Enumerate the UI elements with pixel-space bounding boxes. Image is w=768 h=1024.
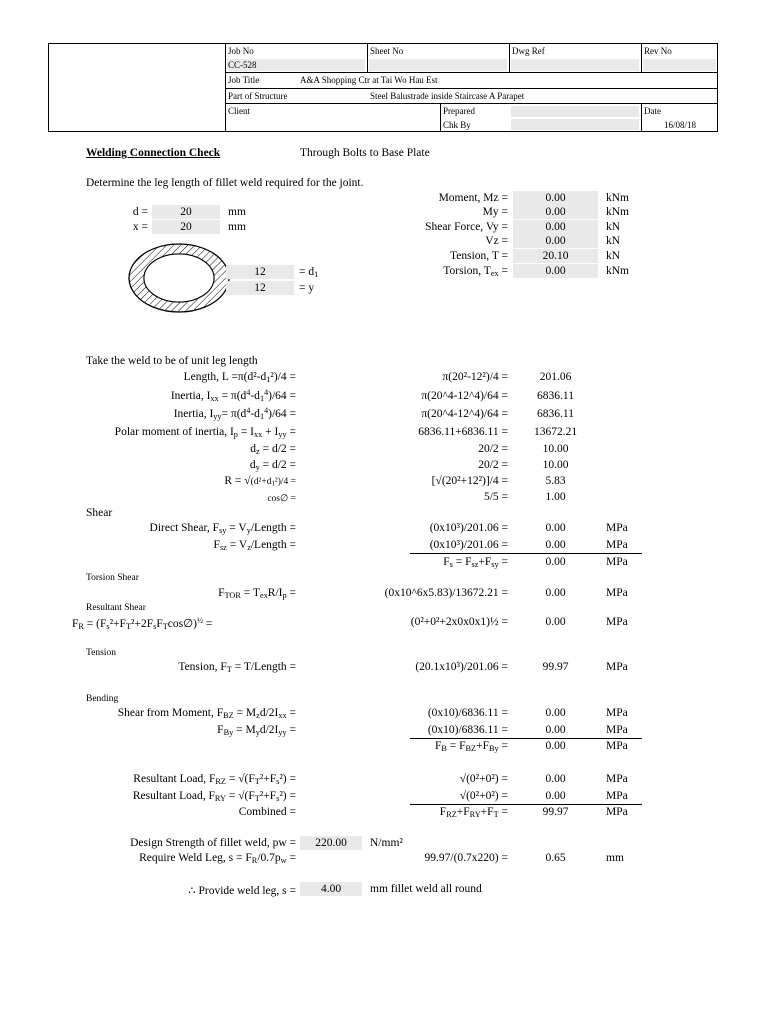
resultant-shear-heading: Resultant Shear [86, 603, 146, 613]
fry-value: 0.00 [545, 790, 566, 802]
sheet-no-label: Sheet No [370, 46, 404, 56]
provide-weld-leg-unit: mm fillet weld all round [370, 883, 482, 895]
shear-vz-unit: kN [606, 235, 621, 247]
dz-calc: 20/2 = [478, 443, 508, 455]
length-formula: Length, $L =\pi(d^2-d_1^2)/4$ = [183, 371, 296, 385]
direct-shear-value: 0.00 [545, 522, 566, 534]
fbz-formula: Shear from Moment, $F_{BZ} = M_zd/2I_{xx}$ = [117, 707, 296, 721]
page-title: Welding Connection Check [86, 147, 221, 159]
fsz-formula: $F_{sz}$ = $V_z$/Length = [213, 539, 296, 553]
shear-vy-label: Shear Force, Vy = [425, 221, 508, 233]
direct-shear-formula: Direct Shear, $F_{sy}$ = $V_y$/Length = [149, 522, 296, 536]
part-of-structure-value: Steel Balustrade inside Staircase A Parapet [370, 91, 525, 101]
d-unit: mm [228, 206, 246, 218]
ip-value: 13672.21 [533, 426, 578, 438]
require-weld-leg-unit: mm [606, 852, 624, 864]
ixx-calc: π(20^4-12^4)/64 = [421, 390, 508, 402]
dy-calc: 20/2 = [478, 459, 508, 471]
job-no-value: CC-528 [228, 60, 257, 70]
ixx-formula: Inertia, $I_{xx} = \pi(d^4-d_1^4)/64$ = [170, 387, 296, 404]
shear-vy-unit: kN [606, 221, 621, 233]
d-value: 20 [180, 206, 192, 218]
ftor-value: 0.00 [545, 587, 566, 599]
page-subtitle: Through Bolts to Base Plate [300, 147, 430, 159]
x-label: x = [132, 221, 148, 233]
tension-t-label: Tension, T = [450, 250, 508, 262]
frz-value: 0.00 [545, 773, 566, 785]
shear-vz-label: Vz = [485, 235, 508, 247]
design-strength-unit: N/mm² [370, 837, 403, 849]
x-unit: mm [228, 221, 246, 233]
ftor-unit: MPa [606, 587, 628, 599]
direct-shear-unit: MPa [606, 522, 628, 534]
iyy-calc: π(20^4-12^4)/64 = [421, 408, 508, 420]
tension-value: 99.97 [542, 661, 569, 673]
shear-vz-value: 0.00 [545, 235, 566, 247]
length-value: 201.06 [539, 371, 572, 383]
fbz-unit: MPa [606, 707, 628, 719]
cos-value: 1.00 [545, 491, 566, 503]
d1-label: = $d_1$ [299, 266, 319, 280]
shear-heading: Shear [86, 507, 113, 519]
weld-intro: Take the weld to be of unit leg length [86, 355, 258, 367]
torsion-value: 0.00 [545, 265, 566, 277]
fr-unit: MPa [606, 616, 628, 628]
job-title-value: A&A Shopping Ctr at Tai Wo Hau Est [300, 75, 438, 85]
combined-formula: $F_{RZ}+F_{RY}+F_T$ = [439, 806, 508, 820]
chk-by-label: Chk By [443, 120, 471, 130]
require-weld-leg-label: Require Weld Leg, $s = F_R/0.7p_w$ = [139, 852, 296, 866]
fs-total-unit: MPa [606, 556, 628, 568]
cos-label: cos∅ = [267, 494, 296, 504]
fs-total-value: 0.00 [545, 556, 566, 568]
moment-mz-value: 0.00 [545, 192, 566, 204]
d1-value: 12 [254, 266, 266, 278]
client-label: Client [228, 106, 250, 116]
fb-total-formula: $F_B = F_{BZ}+F_{By}$ = [434, 740, 508, 754]
ftor-formula: $F_{TOR} = T_{ex}R/I_p$ = [218, 587, 296, 601]
fr-value: 0.00 [545, 616, 566, 628]
tension-unit: MPa [606, 661, 628, 673]
design-strength-value: 220.00 [315, 837, 347, 849]
fb-total-unit: MPa [606, 740, 628, 752]
provide-weld-leg-value: 4.00 [320, 883, 342, 895]
ip-calc: 6836.11+6836.11 = [418, 426, 508, 438]
fby-unit: MPa [606, 724, 628, 736]
ixx-value: 6836.11 [537, 390, 574, 402]
dz-value: 10.00 [542, 443, 569, 455]
frz-formula: Resultant Load, $F_{RZ} = √(F_T^2+F_s^2)$ = [133, 773, 296, 787]
r-value: 5.83 [545, 475, 566, 487]
fby-formula: $F_{By} = M_yd/2I_{yy}$ = [217, 724, 296, 738]
iyy-formula: Inertia, $I_{yy}= \pi(d^4-d_1^4)/64$ = [173, 405, 296, 422]
tension-formula: Tension, $F_T$ = T/Length = [178, 661, 296, 675]
fs-total-formula: $F_s = F_{sz}+F_{sy}$ = [443, 556, 508, 570]
y-value: 12 [254, 282, 266, 294]
fb-total-value: 0.00 [545, 740, 566, 752]
fry-formula: Resultant Load, $F_{RY} = √(F_T^2+F_s^2)$ = [132, 790, 296, 804]
torsion-heading: Torsion Shear [86, 573, 139, 583]
cos-calc: 5/5 = [483, 491, 508, 503]
combined-value: 99.97 [542, 806, 569, 818]
dz-formula: $d_z = d/2$ = [250, 443, 296, 457]
direct-shear-calc: (0x10³)/201.06 = [429, 522, 508, 534]
require-weld-leg-value: 0.65 [545, 852, 566, 864]
ip-formula: Polar moment of inertia, $I_p = I_{xx} + I_{yy}$ = [114, 426, 296, 440]
moment-mz-unit: kNm [606, 192, 629, 204]
rev-no-label: Rev No [644, 46, 672, 56]
part-of-structure-label: Part of Structure [228, 91, 288, 101]
fr-formula: $F_R$ = $(F_s^2+F_T^2+2F_sF_T\cos\emptyset)^{\frac{1}{2}}$ = [72, 615, 213, 632]
ftor-calc: (0x10^6x5.83)/13672.21 = [384, 587, 508, 599]
fr-calc: (0²+0²+2x0x0x1)½ = [410, 616, 508, 628]
design-strength-label: Design Strength of fillet weld, pw = [130, 837, 296, 849]
date-value: 16/08/18 [664, 120, 697, 130]
fry-calc: √(0²+0²) = [459, 790, 508, 802]
ring-section-diagram [127, 242, 231, 314]
y-label: = y [299, 282, 315, 294]
dy-formula: $d_y = d/2$ = [249, 459, 296, 473]
fbz-value: 0.00 [545, 707, 566, 719]
d-label: d = [132, 206, 148, 218]
shear-vy-value: 0.00 [545, 221, 566, 233]
date-label: Date [644, 106, 661, 116]
frz-calc: √(0²+0²) = [459, 773, 508, 785]
fsz-calc: (0x10³)/201.06 = [429, 539, 508, 551]
moment-my-label: My = [482, 206, 508, 218]
moment-mz-label: Moment, Mz = [438, 192, 508, 204]
job-no-label: Job No [228, 46, 254, 56]
bending-heading: Bending [86, 694, 119, 704]
torsion-label: Torsion, $T_{ex}$ = [443, 265, 508, 279]
r-calc: [√(20²+12²)]/4 = [431, 475, 508, 487]
provide-weld-leg-label: ∴ Provide weld leg, s = [188, 885, 296, 897]
r-formula: $R = √(d^2+d_1^2)/4$ = [224, 475, 296, 488]
intro-text: Determine the leg length of fillet weld required for the joint. [86, 177, 364, 189]
prepared-label: Prepared [443, 106, 475, 116]
fby-calc: (0x10)/6836.11 = [427, 724, 508, 736]
combined-unit: MPa [606, 806, 628, 818]
iyy-value: 6836.11 [537, 408, 574, 420]
fsz-value: 0.00 [545, 539, 566, 551]
fsz-unit: MPa [606, 539, 628, 551]
fbz-calc: (0x10)/6836.11 = [427, 707, 508, 719]
require-weld-leg-calc: 99.97/(0.7x220) = [424, 852, 508, 864]
tension-calc: (20.1x10³)/201.06 = [415, 661, 508, 673]
tension-heading: Tension [86, 648, 116, 658]
length-calc: π(20²-12²)/4 = [442, 371, 508, 383]
fry-unit: MPa [606, 790, 628, 802]
torsion-unit: kNm [606, 265, 629, 277]
frz-unit: MPa [606, 773, 628, 785]
moment-my-value: 0.00 [545, 206, 566, 218]
dy-value: 10.00 [542, 459, 569, 471]
x-value: 20 [180, 221, 192, 233]
tension-t-unit: kN [606, 250, 621, 262]
moment-my-unit: kNm [606, 206, 629, 218]
dwg-ref-label: Dwg Ref [512, 46, 545, 56]
fby-value: 0.00 [545, 724, 566, 736]
tension-t-value: 20.10 [542, 250, 569, 262]
combined-label: Combined = [238, 806, 296, 818]
job-title-label: Job Title [228, 75, 260, 85]
